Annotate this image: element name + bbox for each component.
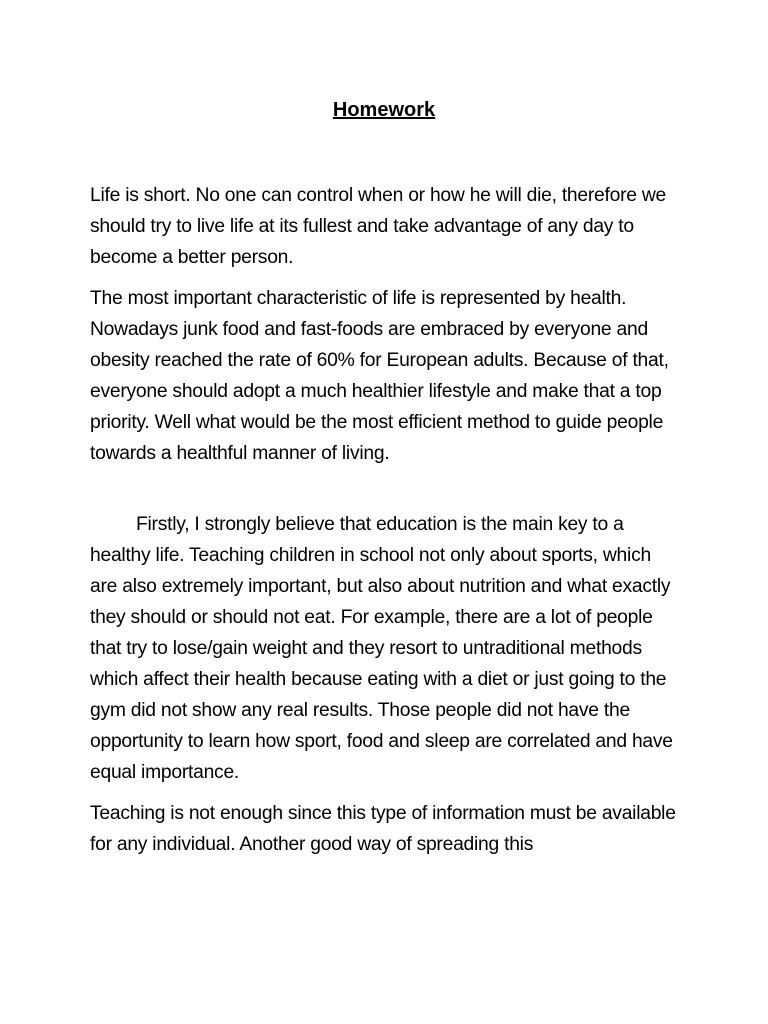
document-title: Homework — [332, 99, 436, 121]
paragraph-teaching: Teaching is not enough since this type of information must be available for any individual. Another good way of spreading this — [90, 803, 676, 855]
paragraph-education: Firstly, I strongly believe that education is the main key to a healthy life. Teaching children in school not only about sports, which are also extremely important, but also about nutrition and what exactly they should or should not eat. For example, there are a lot of people that try to lose/gain weight and they resort to untraditional methods which affect their health because eating with a diet or just going to the gym did not show any real results. Those people did not have the opportunity to learn how sport, food and sleep are correlated and have equal importance. — [90, 514, 673, 783]
section-spacer — [90, 469, 680, 509]
paragraph-spacer — [90, 788, 680, 798]
paragraph-intro: Life is short. No one can control when or how he will die, therefore we should try to live life at its fullest and take advantage of any day to become a better person. — [90, 185, 666, 268]
paragraph-health: The most important characteristic of life is represented by health. Nowadays junk food and fast-foods are embraced by everyone and obesity reached the rate of 60% for European adults. Because of that, everyone should adopt a much healthier lifestyle and make that a top priority. Well what would be the most efficient method to guide people towards a healthful manner of living. — [90, 288, 669, 464]
paragraph-spacer — [90, 273, 680, 283]
document-body — [90, 180, 680, 860]
